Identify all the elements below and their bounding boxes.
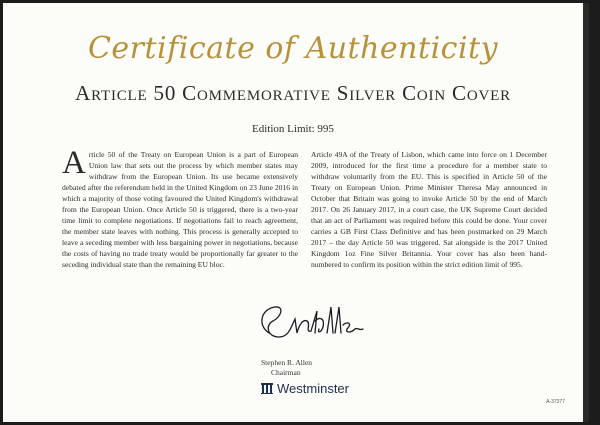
edition-limit: Edition Limit: 995 (252, 123, 334, 135)
brand-name: Westminster (277, 380, 349, 396)
right-column-text: Article 49A of the Treaty of Lisbon, which came into force on 1 December 2009, introduced for the first time a procedure for a member state to withdraw voluntarily from the EU. This is specified in Article 50 of the Treaty on European Union. Prime Minister Theresa May announced in October that Britain was going to invoke Article 50 by the end of March 2017. On 26 January 2017, in a court case, the UK Supreme Court decided that an act of Parliament was required before this could be done. Your cover carries a GB First Class Definitive and has been postmarked on 29 March 2017 – the day Article 50 was triggered. Sat alongside is the 2017 United Kingdom 1oz Fine Silver Britannia. Your cover has also been hand-numbered to confirm its position within the strict edition limit of 995. (311, 150, 547, 269)
certificate-subtitle: Article 50 Commemorative Silver Coin Cover (75, 81, 511, 105)
brand-logo (261, 380, 349, 396)
westminster-logo-icon (261, 382, 273, 394)
right-text-column (311, 149, 547, 270)
left-column-text: rticle 50 of the Treaty on European Union is a part of European Union law that sets out the process by which member states may withdraw from the European Union. Its use became extensively debated after the referendum held in the United Kingdom on 23 June 2016 in which a majority of those voting favoured the United Kingdom's withdrawal from the European Union. Once Article 50 is triggered, there is a two-year time limit to complete negotiations. If negotiations fail to reach agreement, the member state leaves with nothing. This process is generally accepted to leave a seceding member with less bargaining power in negotiations, because the costs of having no trade treaty would be proportionally far greater to the seceding individual state than the remaining EU bloc. (62, 150, 298, 269)
signer-title: Chairman (271, 368, 301, 377)
drop-cap: A (62, 145, 86, 181)
left-text-column (62, 145, 298, 270)
serial-number: A-37377 (546, 399, 565, 405)
signer-name: Stephen R. Allen (261, 358, 313, 367)
signature (255, 303, 365, 341)
certificate-heading: Certificate of Authenticity (87, 31, 499, 66)
certificate-card (3, 3, 589, 422)
